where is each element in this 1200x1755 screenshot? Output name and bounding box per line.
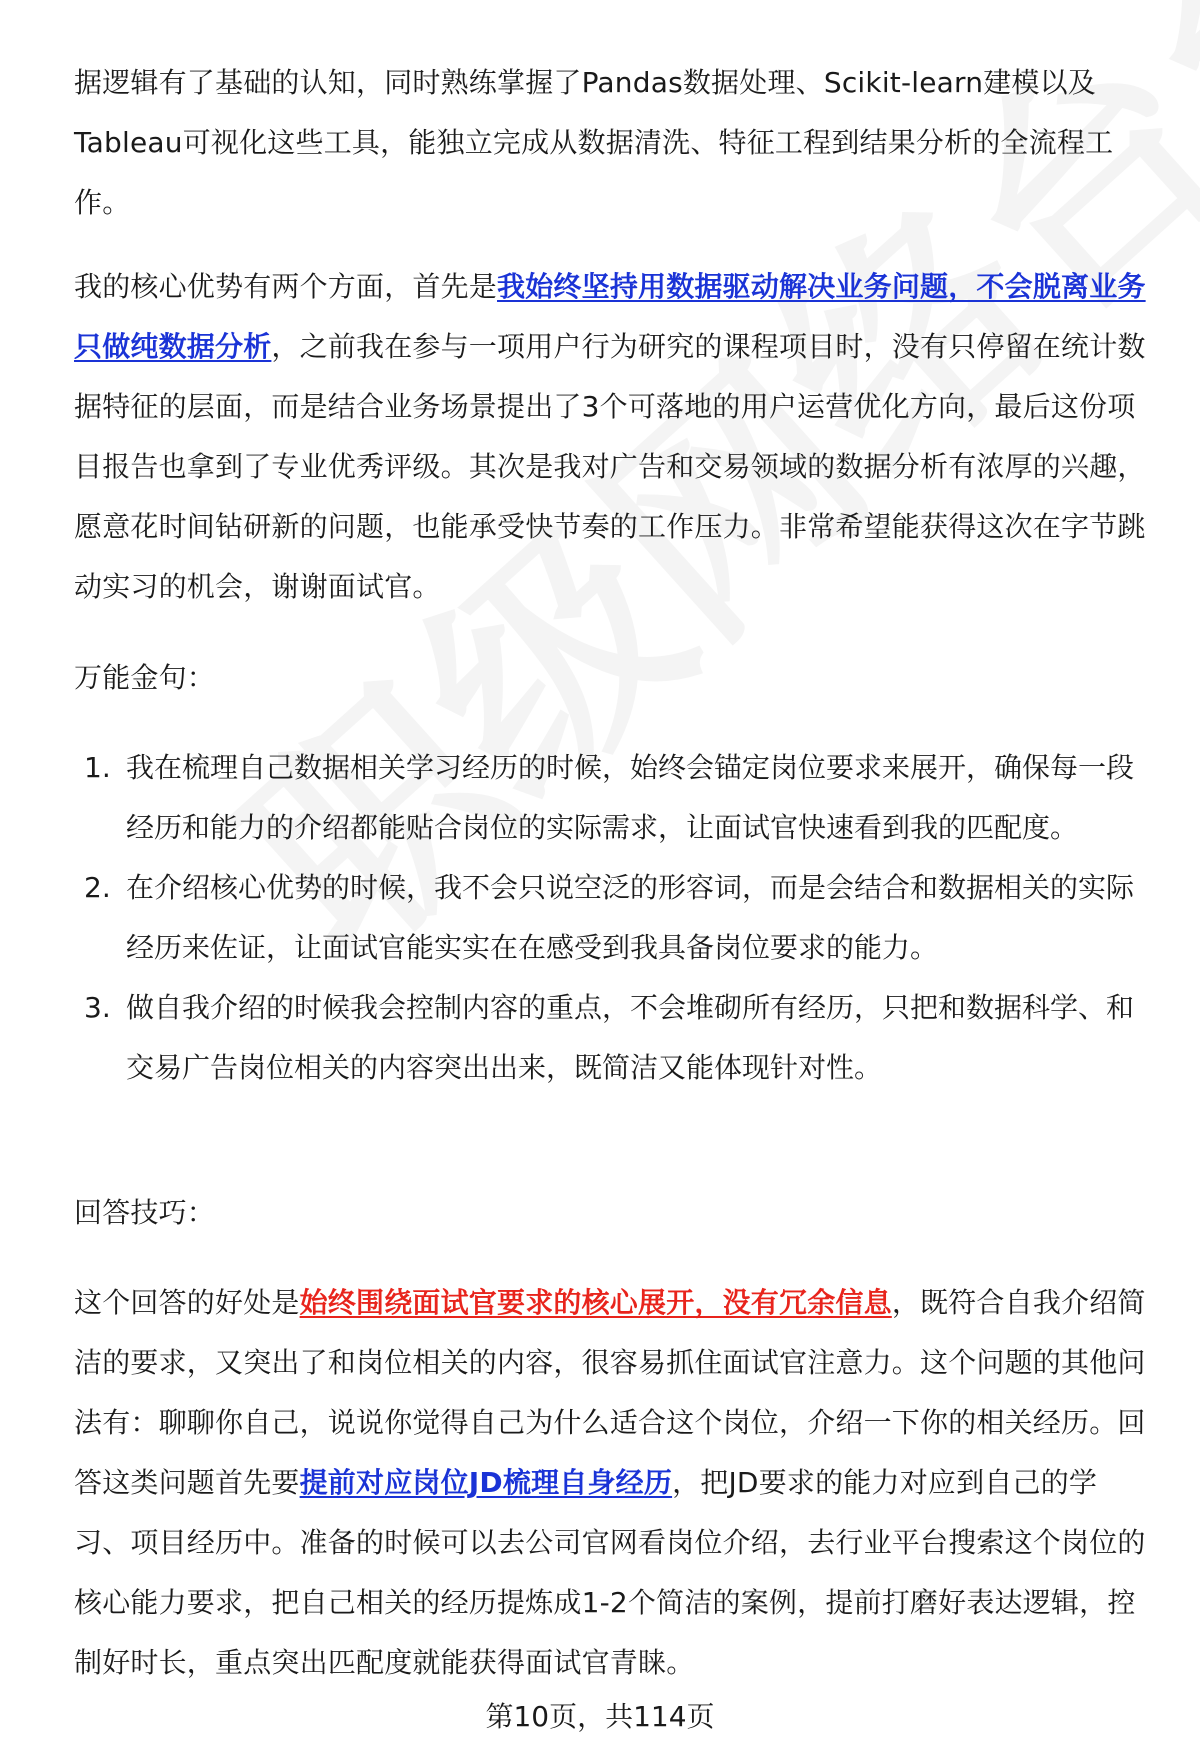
list-item: [74, 978, 1149, 1098]
section-heading-answer-tips: 回答技巧：: [74, 1196, 216, 1229]
highlight-red-text: 始终围绕面试官要求的核心展开，没有冗余信息: [299, 1286, 892, 1319]
paragraph-text: 我的核心优势有两个方面，首先是: [74, 270, 498, 303]
golden-sentences-list: [74, 738, 1149, 1098]
paragraph-text: ，之前我在参与一项用户行为研究的课程项目时，没有只停留在统计数据特征的层面，而是结合业务场景提出了3个可落地的用户运营优化方向，最后这份项目报告也拿到了专业优秀评级。其次是我对广告和交易领域的数据分析有浓厚的兴趣，愿意花时间钻研新的问题，也能承受快节奏的工作压力。非常希望能获得这次在字节跳动实习的机会，谢谢面试官。: [74, 330, 1146, 603]
paragraph-text: ，既符合自我介绍简洁的要求，又突出了和岗位相关的内容，很容易抓住面试官注意力。这个问题的其他问法有：聊聊你自己，说说你觉得自己为什么适合这个岗位，介绍一下你的相关经历。回答这类问题首先要: [74, 1286, 1146, 1499]
paragraph-text: ，把JD要求的能力对应到自己的学习、项目经历中。准备的时候可以去公司官网看岗位介绍，去行业平台搜索这个岗位的核心能力要求，把自己相关的经历提炼成1-2个简洁的案例，提前打磨好表达逻辑，控制好时长，重点突出匹配度就能获得面试官青睐。: [74, 1466, 1146, 1679]
list-item-text: 在介绍核心优势的时候，我不会只说空泛的形容词，而是会结合和数据相关的实际经历来佐证，让面试官能实实在在感受到我具备岗位要求的能力。: [126, 871, 1135, 964]
list-item: [74, 738, 1149, 858]
list-item-text: 我在梳理自己数据相关学习经历的时候，始终会锚定岗位要求来展开，确保每一段经历和能力的介绍都能贴合岗位的实际需求，让面试官快速看到我的匹配度。: [126, 751, 1135, 844]
paragraph-intro-continued: [74, 53, 1149, 233]
paragraph-text: 这个回答的好处是: [74, 1286, 300, 1319]
section-heading-golden-sentences: 万能金句：: [74, 661, 216, 694]
highlight-blue-text: 我始终坚持用数据驱动解决业务问题，不会脱离业务只做纯数据分析: [74, 270, 1146, 363]
list-number: 1.: [84, 751, 111, 784]
list-number: 3.: [84, 991, 111, 1024]
list-number: 2.: [84, 871, 111, 904]
page-number-footer: 第10页，共114页: [485, 1700, 715, 1733]
list-item-text: 做自我介绍的时候我会控制内容的重点，不会堆砌所有经历，只把和数据科学、和交易广告岗位相关的内容突出出来，既简洁又能体现针对性。: [126, 991, 1135, 1084]
highlight-blue-text: 提前对应岗位JD梳理自身经历: [299, 1466, 673, 1499]
paragraph-text: 据逻辑有了基础的认知，同时熟练掌握了Pandas数据处理、Scikit-learn建模以及Tableau可视化这些工具，能独立完成从数据清洗、特征工程到结果分析的全流程工作。: [74, 66, 1114, 219]
paragraph-answer-tips: [74, 1273, 1149, 1693]
paragraph-core-advantages: [74, 257, 1149, 617]
list-item: [74, 858, 1149, 978]
